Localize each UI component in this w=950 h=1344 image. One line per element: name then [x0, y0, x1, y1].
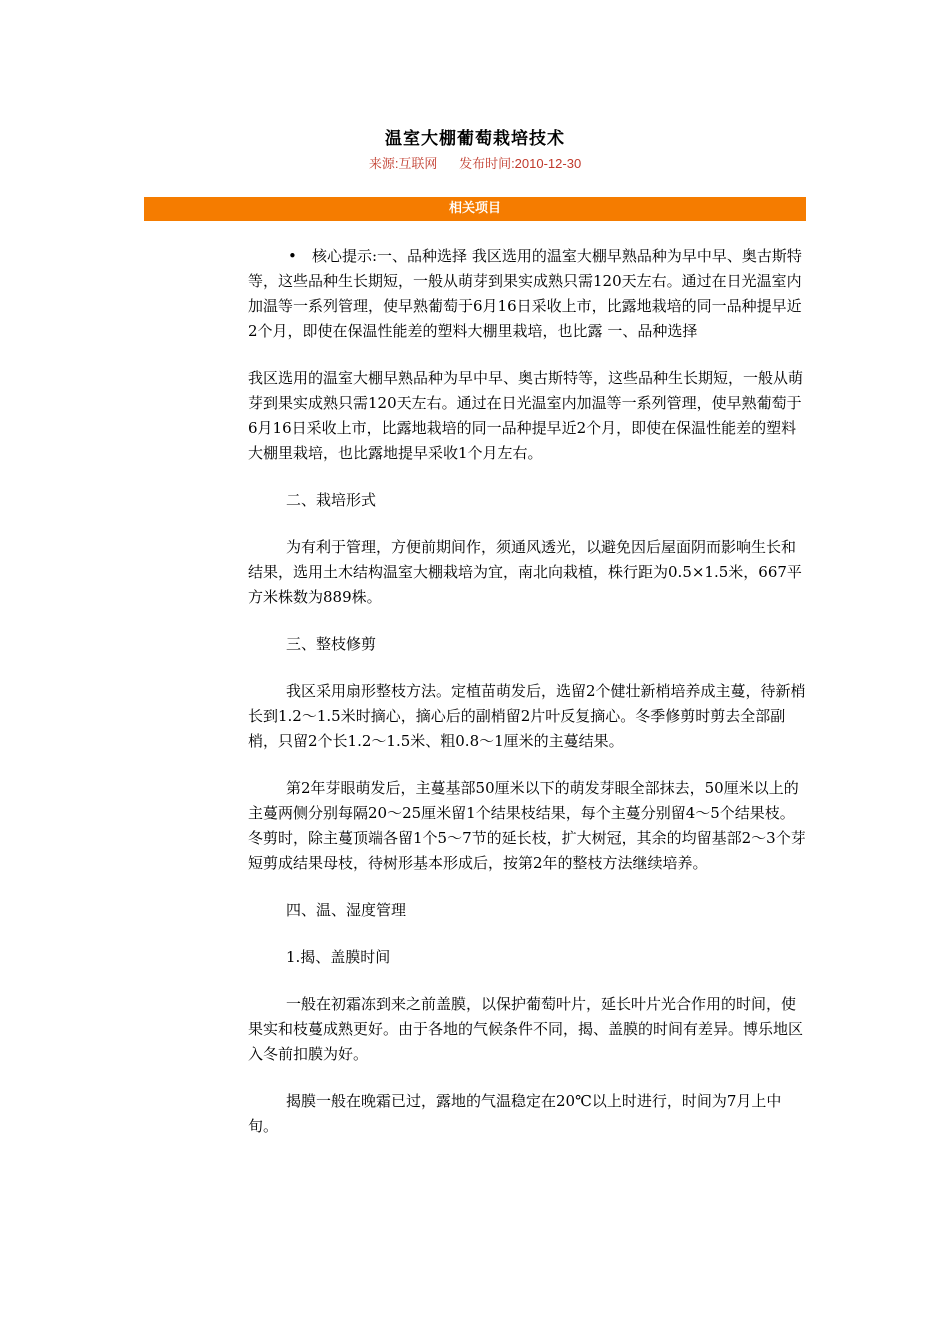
summary-paragraph — [248, 244, 808, 344]
related-items-bar[interactable]: 相关项目 — [144, 197, 806, 221]
article-meta — [0, 153, 950, 172]
article-source: 来源:互联网 — [368, 156, 438, 171]
body-paragraph: 一般在初霜冻到来之前盖膜，以保护葡萄叶片，延长叶片光合作用的时间，使果实和枝蔓成熟更好。由于各地的气候条件不同，揭、盖膜的时间有差异。博乐地区入冬前扣膜为好。 — [248, 995, 804, 1063]
section-heading: 二、栽培形式 — [286, 491, 377, 509]
section-heading: 四、温、湿度管理 — [286, 901, 407, 919]
summary-text: 核心提示:一、品种选择 我区选用的温室大棚早熟品种为早中早、奥古斯特等，这些品种生长期短，一般从萌芽到果实成熟只需120天左右。通过在日光温室内加温等一系列管理，使早熟葡萄于6月16日采收上市，比露地栽培的同一品种提早近2个月，即使在保温性能差的塑料大棚里栽培，也比露 一、品种选择 — [248, 247, 802, 340]
body-paragraph: 第2年芽眼萌发后，主蔓基部50厘米以下的萌发芽眼全部抹去，50厘米以上的主蔓两侧分别每隔20～25厘米留1个结果枝结果，每个主蔓分别留4～5个结果枝。冬剪时，除主蔓顶端各留1个5～7节的延长枝，扩大树冠，其余的均留基部2～3个芽短剪成结果母枝，待树形基本形成后，按第2年的整枝方法继续培养。 — [248, 779, 806, 872]
subsection-heading: 1.揭、盖膜时间 — [286, 948, 391, 966]
article-body — [248, 244, 808, 1161]
section-heading: 三、整枝修剪 — [286, 635, 377, 653]
bullet-icon: • — [288, 247, 297, 265]
body-paragraph: 揭膜一般在晚霜已过，露地的气温稳定在20℃以上时进行，时间为7月上中旬。 — [248, 1092, 782, 1135]
article-date: 发布时间:2010-12-30 — [459, 156, 582, 171]
article-title: 温室大棚葡萄栽培技术 — [385, 129, 565, 149]
body-paragraph: 为有利于管理，方便前期间作，须通风透光，以避免因后屋面阴而影响生长和结果，选用土木结构温室大棚栽培为宜，南北向栽植，株行距为0.5×1.5米，667平方米株数为889株。 — [248, 538, 802, 606]
body-paragraph: 我区采用扇形整枝方法。定植苗萌发后，选留2个健壮新梢培养成主蔓，待新梢长到1.2～1.5米时摘心，摘心后的副梢留2片叶反复摘心。冬季修剪时剪去全部副梢，只留2个长1.2～1.5米、粗0.8～1厘米的主蔓结果。 — [248, 682, 806, 750]
body-paragraph: 我区选用的温室大棚早熟品种为早中早、奥古斯特等，这些品种生长期短，一般从萌芽到果实成熟只需120天左右。通过在日光温室内加温等一系列管理，使早熟葡萄于6月16日采收上市，比露地栽培的同一品种提早近2个月，即使在保温性能差的塑料大棚里栽培，也比露地提早采收1个月左右。 — [248, 369, 804, 462]
